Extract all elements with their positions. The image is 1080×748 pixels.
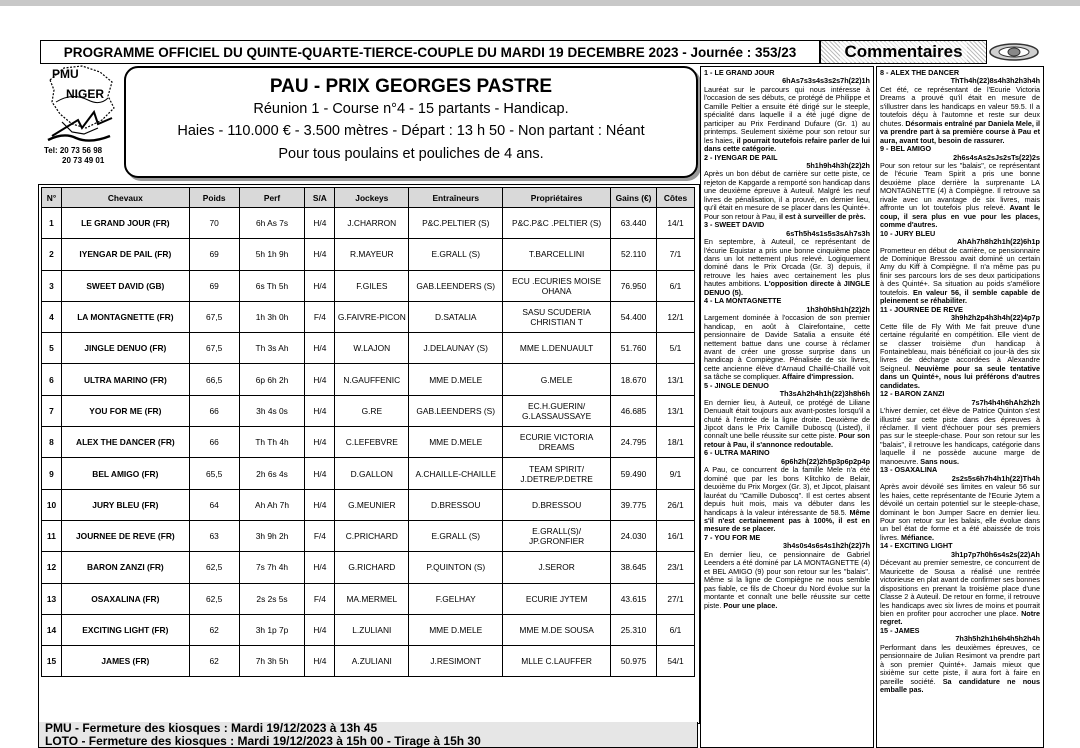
table-cell: 7h 3h 5h: [239, 646, 305, 677]
comment-perf-history: 3h4s0s4s6s4s1h2h(22)7h: [782, 541, 870, 551]
table-cell: A.ZULIANI: [335, 646, 409, 677]
comment-verdict: Sans nous.: [918, 456, 959, 466]
table-cell: 11: [42, 520, 62, 551]
table-cell: 14/1: [656, 208, 694, 239]
table-cell: G.RICHARD: [335, 552, 409, 583]
table-cell: 13/1: [656, 395, 694, 426]
comment-entry: [704, 449, 870, 534]
comment-verdict: il est à surveiller de près.: [776, 211, 866, 221]
table-row: [42, 646, 695, 677]
runners-table-wrapper: [38, 184, 700, 724]
logo-niger-text: NIGER: [66, 87, 105, 101]
table-cell: F/4: [305, 583, 335, 614]
comment-horse-title: 14 - EXCITING LIGHT: [880, 541, 953, 551]
comment-perf-history: 5h1h9h4h3h(22)2h: [806, 160, 870, 170]
comment-verdict: Même s'il n'est certainement pas à 100%, il est en mesure de se placer.: [704, 507, 870, 534]
table-cell: 3: [42, 270, 62, 301]
table-cell: G.MEUNIER: [335, 489, 409, 520]
table-cell: H/4: [305, 270, 335, 301]
comment-text: [704, 170, 870, 221]
table-cell: D.GALLON: [335, 458, 409, 489]
table-row: [42, 489, 695, 520]
comments-tab-label: Commentaires: [840, 42, 966, 62]
table-cell: Th 3s Ah: [239, 333, 305, 364]
table-cell: 25.310: [611, 614, 657, 645]
comment-verdict: Méfiance.: [898, 532, 934, 542]
comments-column-1: [700, 66, 874, 748]
table-cell: 1h 3h 0h: [239, 301, 305, 332]
comment-body: Décevant au premier semestre, ce concurrent de Mauricette de Sousa a réalisé une rentrée victorieuse en plat avant de confirmer ses bonnes dispositions en prenant la troisième place d'une Classe 2 à Auteuil. De retour en forme, il retrouve les handicaps avec six livres de moins et pourrait bien en profiter pour accrocher une place.: [880, 558, 1040, 618]
comment-body: Pour son retour sur les "balais", ce représentant de l'écurie Team Spirit a pris une bonne deuxième place derrière la surprenante LA MONTAGNETTE (4) à Compiègne. Il retrouve sa rivale avec un avantage de six livres, mais affronte un lot toutefois plus relevé.: [880, 160, 1040, 213]
comment-verdict: En valeur 56, il semble capable de pleinement se réhabiliter.: [880, 287, 1040, 306]
table-cell: BEL AMIGO (FR): [61, 458, 189, 489]
table-cell: 65,5: [189, 458, 239, 489]
table-row: [42, 364, 695, 395]
table-cell: D.SATALIA: [409, 301, 503, 332]
table-cell: LA MONTAGNETTE (FR): [61, 301, 189, 332]
comments-column-2: [876, 66, 1044, 748]
table-cell: G.FAIVRE-PICON: [335, 301, 409, 332]
footer-loto-line: LOTO - Fermeture des kiosques : Mardi 19/12/2023 à 15h 00 - Tirage à 15h 30: [45, 734, 481, 748]
race-info-box: [124, 66, 698, 178]
comment-perf-history: 2h6s4sAs2sJs2sTs(22)2s: [953, 152, 1040, 162]
table-cell: 6/1: [656, 614, 694, 645]
column-header: Chevaux: [61, 188, 189, 208]
table-cell: 70: [189, 208, 239, 239]
comment-text: [704, 314, 870, 382]
table-cell: 67,5: [189, 333, 239, 364]
table-cell: T.BARCELLINI: [503, 239, 611, 270]
table-cell: 66: [189, 427, 239, 458]
table-cell: L.ZULIANI: [335, 614, 409, 645]
table-cell: TEAM SPIRIT/ J.DETRE/P.DETRE: [503, 458, 611, 489]
table-cell: J.CHARRON: [335, 208, 409, 239]
runners-table: [41, 187, 695, 677]
comment-text: [880, 323, 1040, 391]
table-cell: 1: [42, 208, 62, 239]
table-cell: 24.030: [611, 520, 657, 551]
column-header: N°: [42, 188, 62, 208]
footer-pmu-line: PMU - Fermeture des kiosques : Mardi 19/12/2023 à 13h 45: [45, 722, 378, 735]
table-cell: EC.H.GUERIN/ G.LASSAUSSAYE: [503, 395, 611, 426]
table-cell: 12/1: [656, 301, 694, 332]
table-cell: MME L.DENUAULT: [503, 333, 611, 364]
comment-verdict: Désormais entraîné par Daniela Mele, il va prendre part à sa première course à Pau et aura, avant tout, besoin de rassurer.: [880, 118, 1040, 145]
column-header: Jockeys: [335, 188, 409, 208]
race-meeting: Réunion 1 - Course n°4 - 15 partants - Handicap.: [253, 101, 569, 117]
table-cell: MLLE C.LAUFFER: [503, 646, 611, 677]
table-cell: 69: [189, 239, 239, 270]
table-cell: E.GRALL(S)/ JP.GRONFIER: [503, 520, 611, 551]
table-cell: F/4: [305, 301, 335, 332]
table-cell: W.LAJON: [335, 333, 409, 364]
table-cell: 3h 4s 0s: [239, 395, 305, 426]
comment-horse-title: 11 - JOURNEE DE REVE: [880, 304, 963, 314]
top-bar: [0, 0, 1080, 6]
comment-horse-title: 6 - ULTRA MARINO: [704, 448, 770, 458]
page-title: PROGRAMME OFFICIEL DU QUINTE-QUARTE-TIERCE-COUPLE DU MARDI 19 DECEMBRE 2023 - Journée : 353/23: [40, 40, 820, 64]
column-header: S/A: [305, 188, 335, 208]
table-cell: C.LEFEBVRE: [335, 427, 409, 458]
table-cell: F.GELHAY: [409, 583, 503, 614]
column-header: Poids: [189, 188, 239, 208]
comment-perf-history: 1h3h0h5h1h(22)2h: [806, 304, 870, 314]
table-cell: 46.685: [611, 395, 657, 426]
table-cell: 6h As 7s: [239, 208, 305, 239]
comment-verdict: Neuvième pour sa seule tentative dans un Quinté+, nous lui préférons d'autres candidates.: [880, 363, 1040, 390]
table-row: [42, 520, 695, 551]
table-cell: Th Th 4h: [239, 427, 305, 458]
table-cell: MME M.DE SOUSA: [503, 614, 611, 645]
comment-verdict: Notre regret.: [880, 609, 1040, 627]
comment-body: Après avoir dévoilé ses limites en valeur 56 sur les haies, cette représentante de l'Ecurie Jytem a dévoilé un certain potentiel sur le steeple-chase, dominant le bon Jumper Sacre en dernier lieu. Pour son retour sur les balais, elle évolue dans un bel état de forme et a été abaissée de trois livres.: [880, 482, 1040, 542]
table-cell: N.GAUFFENIC: [335, 364, 409, 395]
table-row: [42, 583, 695, 614]
table-cell: 24.795: [611, 427, 657, 458]
table-cell: 67,5: [189, 301, 239, 332]
table-cell: 54/1: [656, 646, 694, 677]
comment-entry: [880, 627, 1040, 695]
table-cell: 3h 9h 2h: [239, 520, 305, 551]
race-title: PAU - PRIX GEORGES PASTRE: [269, 76, 553, 97]
table-cell: 51.760: [611, 333, 657, 364]
race-details: Haies - 110.000 € - 3.500 mètres - Départ : 13 h 50 - Non partant : Néant: [177, 123, 645, 139]
comment-text: [880, 247, 1040, 306]
comment-text: [880, 407, 1040, 466]
column-header: Perf: [239, 188, 305, 208]
table-cell: 16/1: [656, 520, 694, 551]
comment-horse-title: 10 - JURY BLEU: [880, 228, 936, 238]
table-row: [42, 552, 695, 583]
table-cell: 23/1: [656, 552, 694, 583]
table-cell: 59.490: [611, 458, 657, 489]
table-cell: 52.110: [611, 239, 657, 270]
table-cell: 69: [189, 270, 239, 301]
table-cell: LE GRAND JOUR (FR): [61, 208, 189, 239]
phone-1: Tel: 20 73 56 98: [44, 146, 103, 155]
comment-horse-title: 3 - SWEET DAVID: [704, 220, 765, 230]
comment-perf-history: 3h1p7p7h0h6s4s2s(22)Ah: [950, 549, 1040, 559]
comment-entry: [704, 534, 870, 610]
eye-icon: [988, 42, 1040, 62]
table-row: [42, 208, 695, 239]
table-cell: 5h 1h 9h: [239, 239, 305, 270]
table-cell: 62,5: [189, 583, 239, 614]
table-cell: H/4: [305, 395, 335, 426]
comment-perf-history: 6sTh5h4s1s5s3sAh7s3h: [786, 228, 870, 238]
comment-body: L'hiver dernier, cet élève de Patrice Quinton s'est illustré sur cette piste dans des épreuves à réclamer. Il vient d'échouer pour ses premiers pas sur le steeple-chase. Pour son retour sur les "balais", il retrouve les handicaps, catégorie dans laquelle il ne possède aucune marge de manoeuvre.: [880, 406, 1040, 466]
comment-text: [704, 466, 870, 534]
comment-body: Performant dans les deuxièmes épreuves, ce pensionnaire de Julian Resimont va prendre part à son premier Quinté+. Jamais mieux que sixième sur cette piste, il aura fort à faire en pareille société.: [880, 642, 1040, 686]
table-row: [42, 333, 695, 364]
table-cell: 2: [42, 239, 62, 270]
table-row: [42, 614, 695, 645]
phone-2: 20 73 49 01: [62, 156, 105, 165]
column-header: Propriétaires: [503, 188, 611, 208]
table-cell: MME D.MELE: [409, 614, 503, 645]
table-cell: 64: [189, 489, 239, 520]
table-cell: 38.645: [611, 552, 657, 583]
table-cell: IYENGAR DE PAIL (FR): [61, 239, 189, 270]
table-cell: P&C.P&C .PELTIER (S): [503, 208, 611, 239]
comment-body: Cet été, ce représentant de l'Ecurie Victoria Dreams a prouvé qu'il était en mesure de s'illustrer dans les handicaps en valeur 59.5. Il a toutefois déçu à l'automne et reste sur deux chutes.: [880, 84, 1040, 128]
table-cell: P&C.PELTIER (S): [409, 208, 503, 239]
table-cell: G.MELE: [503, 364, 611, 395]
comment-entry: [704, 221, 870, 297]
table-cell: YOU FOR ME (FR): [61, 395, 189, 426]
table-cell: D.BRESSOU: [409, 489, 503, 520]
footer-kiosk-info: [38, 722, 698, 748]
table-cell: 76.950: [611, 270, 657, 301]
column-header: Côtes: [656, 188, 694, 208]
table-cell: MA.MERMEL: [335, 583, 409, 614]
table-cell: 6/1: [656, 270, 694, 301]
table-cell: H/4: [305, 208, 335, 239]
table-row: [42, 239, 695, 270]
table-cell: 9/1: [656, 458, 694, 489]
table-cell: 5/1: [656, 333, 694, 364]
comment-verdict: Avant le coup, il sera plus en vue pour les places, comme d'autres.: [880, 203, 1041, 230]
table-cell: 13/1: [656, 364, 694, 395]
comment-perf-history: AhAh7h8h2h1h(22)6h1p: [957, 237, 1040, 247]
table-cell: MME D.MELE: [409, 364, 503, 395]
table-cell: JINGLE DENUO (FR): [61, 333, 189, 364]
comments-tab[interactable]: [820, 40, 987, 64]
table-cell: JURY BLEU (FR): [61, 489, 189, 520]
table-cell: 62: [189, 614, 239, 645]
table-cell: 6: [42, 364, 62, 395]
comment-text: [704, 399, 870, 450]
table-cell: SASU SCUDERIA CHRISTIAN T: [503, 301, 611, 332]
table-cell: H/4: [305, 646, 335, 677]
table-row: [42, 301, 695, 332]
table-cell: F/4: [305, 520, 335, 551]
comment-entry: [880, 230, 1040, 306]
table-cell: 66,5: [189, 364, 239, 395]
table-cell: BARON ZANZI (FR): [61, 552, 189, 583]
table-body: [42, 208, 695, 677]
table-cell: 3h 1p 7p: [239, 614, 305, 645]
table-cell: 15: [42, 646, 62, 677]
table-cell: 18/1: [656, 427, 694, 458]
table-cell: JAMES (FR): [61, 646, 189, 677]
table-row: [42, 395, 695, 426]
table-cell: 4: [42, 301, 62, 332]
comment-entry: [704, 382, 870, 450]
table-cell: R.MAYEUR: [335, 239, 409, 270]
comment-text: [880, 483, 1040, 542]
logo-pmu-text: PMU: [52, 67, 79, 81]
table-cell: 50.975: [611, 646, 657, 677]
race-conditions: Pour tous poulains et pouliches de 4 ans.: [278, 146, 544, 162]
comment-horse-title: 4 - LA MONTAGNETTE: [704, 296, 782, 306]
comment-text: [704, 86, 870, 154]
table-cell: 43.615: [611, 583, 657, 614]
comment-entry: [704, 154, 870, 222]
table-cell: H/4: [305, 333, 335, 364]
comment-entry: [880, 542, 1040, 627]
comment-perf-history: 7s7h4h4h6hAh2h2h: [971, 397, 1040, 407]
table-cell: E.GRALL (S): [409, 239, 503, 270]
table-cell: 5: [42, 333, 62, 364]
table-cell: H/4: [305, 364, 335, 395]
table-cell: 7s 7h 4h: [239, 552, 305, 583]
column-header: Gains (€): [611, 188, 657, 208]
table-cell: SWEET DAVID (GB): [61, 270, 189, 301]
comment-verdict: Affaire d'impression.: [780, 372, 854, 382]
table-row: [42, 427, 695, 458]
comment-body: A Pau, ce concurrent de la famille Mele n'a été dominé que par les bons Klitchko de Belair, deuxième du Prix Morgex (Gr. 3), et Jipcot, plaisant lauréat du "Camille Duboscq". Il est certes absent depuis huit mois, mais va débuter dans les handicaps à la valeur intéressante de 58.5.: [704, 465, 870, 517]
comment-perf-history: 7h3h5h2h1h6h4h5h2h4h: [955, 634, 1040, 644]
table-cell: C.PRICHARD: [335, 520, 409, 551]
table-cell: MME D.MELE: [409, 427, 503, 458]
comment-body: Cette fille de Fly With Me fait preuve d'une certaine régularité en compétition. Elle vient de se classer troisième d'un handicap à Fontainebleau, mais bénéficiait co jour-là des six livres de décharge accordées à Alexandre Seigneul.: [880, 321, 1040, 373]
table-cell: F.GILES: [335, 270, 409, 301]
table-cell: Ah Ah 7h: [239, 489, 305, 520]
table-cell: 6s Th 5h: [239, 270, 305, 301]
table-cell: ULTRA MARINO (FR): [61, 364, 189, 395]
table-cell: OSAXALINA (FR): [61, 583, 189, 614]
comment-perf-history: ThTh4h(22)8s4h3h2h3h4h: [950, 76, 1040, 86]
comment-verdict: Pour son retour à Pau, il s'annonce redoutable.: [704, 431, 870, 449]
table-cell: J.DELAUNAY (S): [409, 333, 503, 364]
table-cell: 54.400: [611, 301, 657, 332]
table-cell: H/4: [305, 239, 335, 270]
comment-perf-history: 3h9h2h2p4h3h4h(22)4p7p: [950, 313, 1040, 323]
table-cell: H/4: [305, 552, 335, 583]
comment-entry: [704, 69, 870, 154]
comment-entry: [880, 390, 1040, 466]
comment-text: [880, 162, 1040, 230]
comment-text: [880, 559, 1040, 627]
table-cell: E.GRALL (S): [409, 520, 503, 551]
comment-perf-history: 2s2s5s6h7h4h1h(22)Th4h: [951, 473, 1040, 483]
table-cell: ECURIE VICTORIA DREAMS: [503, 427, 611, 458]
pmu-niger-logo: [42, 62, 120, 144]
comment-horse-title: 12 - BARON ZANZI: [880, 389, 945, 399]
table-cell: H/4: [305, 427, 335, 458]
comment-entry: [880, 466, 1040, 542]
table-header-row: [42, 188, 695, 208]
comment-body: En dernier lieu, ce pensionnaire de Gabriel Leenders a été dominé par LA MONTAGNETTE (4) et BEL AMIGO (9) pour son retour sur les "balais". Même si la ligne de Compiègne ne nous semble pas fiable, ce fils de Choeur du Nord évolue sur la montante et connaît une belle réussite sur cette piste.: [704, 549, 870, 610]
comment-horse-title: 8 - ALEX THE DANCER: [880, 68, 960, 77]
comment-horse-title: 1 - LE GRAND JOUR: [704, 68, 775, 77]
comment-verdict: Pour une place.: [721, 600, 778, 610]
table-cell: J.SEROR: [503, 552, 611, 583]
comment-entry: [880, 306, 1040, 391]
table-cell: 27/1: [656, 583, 694, 614]
column-header: Entraîneurs: [409, 188, 503, 208]
table-cell: A.CHAILLE-CHAILLE: [409, 458, 503, 489]
table-cell: 18.670: [611, 364, 657, 395]
comment-body: En septembre, à Auteuil, ce représentant de l'écurie Equistar a pris une bonne cinquième place dans un lot nettement plus relevé. Logiquement dominé dans le Prix Orcada (Gr. 3) depuis, il retrouve les haies avec certainement les plus hautes ambitions.: [704, 237, 870, 289]
comment-verdict: il pourrait toutefois refaire parler de lui dans cette catégorie.: [704, 135, 871, 154]
table-row: [42, 270, 695, 301]
table-cell: 66: [189, 395, 239, 426]
table-cell: G.RE: [335, 395, 409, 426]
table-cell: H/4: [305, 614, 335, 645]
comment-text: [880, 86, 1040, 145]
comment-body: Après un bon début de carrière sur cette piste, ce rejeton de Kapgarde a remporté son handicap dans une deuxième épreuve à Auteuil. Malgré les neuf livres de pénalisation, il a prouvé, en dernier lieu, qu'il était en mesure de se placer dans les Quinté+. Pour son retour à Pau,: [704, 169, 870, 221]
table-cell: 7: [42, 395, 62, 426]
contact-phones: [44, 146, 124, 166]
comment-body: Largement dominée à l'occasion de son premier handicap, en août à Clairefontaine, cette pensionnaire de Davide Satalia a ensuite été nettement battue dans une course à réclamer avant de créer une grosse surprise dans un handicap à Compiègne. Pénalisée de six livres, cette ancienne élève d'Arnaud Chaillé-Chaillé voit sa tâche se compliquer.: [704, 313, 870, 382]
comment-horse-title: 2 - IYENGAR DE PAIL: [704, 152, 778, 162]
table-cell: 13: [42, 583, 62, 614]
comment-entry: [704, 297, 870, 382]
table-cell: 2h 6s 4s: [239, 458, 305, 489]
table-cell: 62,5: [189, 552, 239, 583]
table-cell: ECURIE JYTEM: [503, 583, 611, 614]
table-cell: EXCITING LIGHT (FR): [61, 614, 189, 645]
table-cell: 63.440: [611, 208, 657, 239]
comment-text: [880, 644, 1040, 695]
comment-horse-title: 7 - YOU FOR ME: [704, 532, 761, 542]
table-cell: 63: [189, 520, 239, 551]
table-cell: ALEX THE DANCER (FR): [61, 427, 189, 458]
table-cell: P.QUINTON (S): [409, 552, 503, 583]
table-cell: 14: [42, 614, 62, 645]
table-cell: 6p 6h 2h: [239, 364, 305, 395]
comment-perf-history: 6hAs7s3s4s3s2s7h(22)1h: [782, 76, 870, 86]
table-cell: JOURNEE DE REVE (FR): [61, 520, 189, 551]
table-cell: J.RESIMONT: [409, 646, 503, 677]
table-cell: 8: [42, 427, 62, 458]
table-cell: 26/1: [656, 489, 694, 520]
comment-horse-title: 13 - OSAXALINA: [880, 465, 938, 475]
comment-text: [704, 238, 870, 297]
table-row: [42, 458, 695, 489]
comment-horse-title: 9 - BEL AMIGO: [880, 144, 932, 154]
table-cell: GAB.LEENDERS (S): [409, 270, 503, 301]
table-cell: ECU .ECURIES MOISE OHANA: [503, 270, 611, 301]
table-cell: 39.775: [611, 489, 657, 520]
comment-horse-title: 5 - JINGLE DENUO: [704, 380, 769, 390]
comment-body: Lauréat sur le parcours qui nous intéresse à l'occasion de ses débuts, ce protégé de Philippe et Camille Peltier a ensuite été dirigé sur le steeple, spécialité dans laquelle il a été jugé digne de participer au Prix Ferdinand Dufaure (Gr. 1) au printemps. Seulement sixième pour son retour sur les haies,: [704, 84, 870, 145]
comment-verdict: L'opposition directe à JINGLE DENUO (5).: [704, 279, 870, 297]
comment-text: [704, 551, 870, 610]
table-cell: H/4: [305, 489, 335, 520]
table-cell: 12: [42, 552, 62, 583]
table-cell: 9: [42, 458, 62, 489]
comment-body: Prometteur en début de carrière, ce pensionnaire de Dominique Bressou avait dominé un certain Amy du Kiff à Compiègne. Il n'a même pas pu finir ses parcours lors de ses deux participations à des Quinté+. Sa situation au poids s'améliore toutefois.: [880, 245, 1040, 297]
table-cell: 2s 2s 5s: [239, 583, 305, 614]
comment-entry: [880, 69, 1040, 145]
comment-verdict: Sa candidature ne nous emballe pas.: [880, 676, 1041, 695]
table-cell: H/4: [305, 458, 335, 489]
table-cell: 10: [42, 489, 62, 520]
comment-perf-history: 6p6h2h(22)2h5p3p6p2p4p: [780, 456, 870, 466]
table-cell: 7/1: [656, 239, 694, 270]
comment-body: En dernier lieu, à Auteuil, ce protégé de Liliane Denuault était toujours aux avant-postes lorsqu'il a chuté à l'entrée de la ligne droite. Deuxième de Jipcot dans le Prix Camille Duboscq (Listed), il connaît une belle réussite sur cette piste.: [704, 397, 870, 441]
comment-horse-title: 15 - JAMES: [880, 625, 920, 635]
table-cell: GAB.LEENDERS (S): [409, 395, 503, 426]
comment-perf-history: Th3sAh2h4h1h(22)3h8h6h: [779, 389, 870, 399]
comment-entry: [880, 145, 1040, 230]
table-cell: 62: [189, 646, 239, 677]
table-cell: D.BRESSOU: [503, 489, 611, 520]
